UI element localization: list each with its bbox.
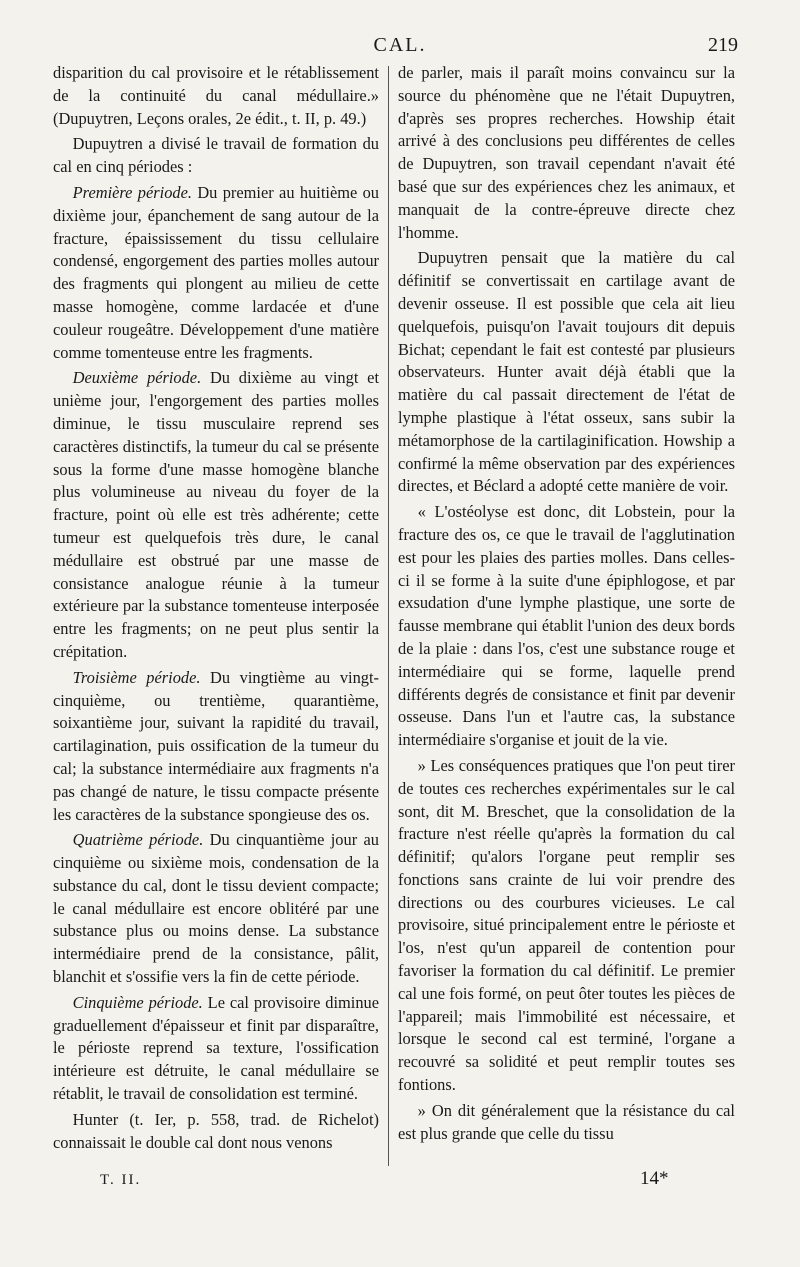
volume-mark: T. II.: [100, 1172, 142, 1188]
period-heading: Première période.: [72, 182, 192, 202]
paragraph: Deuxième période. Du dixième au vingt et unième jour, l'engorgement des parties molles diminue, le tissu musculaire reprend ses caractères distinctifs, la tumeur du cal se présente sous la forme d'une masse homogène blanche plus volumineuse au niveau du foyer de la fracture, point où elle est très adhérente; cette tumeur est quelquefois très dure, le canal médullaire est obstrué par une masse de consistance analogue réunie à la tumeur extérieure par la substance tomenteuse interposée entre les fragments; on ne peut plus sentir la crépitation.: [53, 368, 379, 661]
paragraph: disparition du cal provisoire et le rétablissement de la continuité du canal médullaire.» (Dupuytren, Leçons orales, 2e édit., t. II, p. 49.): [53, 63, 379, 128]
right-column: [398, 62, 735, 1148]
paragraph: « L'ostéolyse est donc, dit Lobstein, pour la fracture des os, ce que le travail de l'agglutination est pour les plaies des parties molles. Dans celles-ci il se forme à la suite d'une épiphlogose, et par exsudation d'une lymphe plastique, une sorte de fausse membrane qui établit l'union des deux bords de la plaie : dans l'os, c'est une substance rouge et intermédiaire qui se forme, laquelle prend différents degrés de consistance et finit par devenir osseuse. Dans l'un et l'autre cas, la substance intermédiaire s'organise et jouit de la vie.: [398, 502, 735, 750]
paragraph: Dupuytren pensait que la matière du cal définitif se convertissait en cartilage avant de devenir osseuse. Il est possible que cela ait lieu quelquefois, puisqu'on l'avait toujours dit depuis Bichat; cependant le fait est contesté par plusieurs observateurs. Hunter avait déjà établi que la matière du cal passait directement de l'état de lymphe plastique à l'état osseux, sans subir la métamorphose de la cartilaginification. Howship a confirmé la même observation par des expériences directes, et Béclard a adopté cette manière de voir.: [398, 248, 735, 496]
paragraph: de parler, mais il paraît moins convaincu sur la source du phénomène que ne l'était Dupuytren, d'après ses propres recherches. Howship était arrivé à des conclusions peu différentes de celles de Dupuytren, son travail cependant n'avait été basé que sur des expériences chez les animaux, et manquait de la contre-épreuve directe chez l'homme.: [398, 63, 735, 242]
paragraph: Première période. Du premier au huitième ou dixième jour, épanchement de sang autour de la fracture, épaississement du tissu cellulaire condensé, engorgement des parties molles autour des fragments qui plongent au milieu de cette masse homogène, comme lardacée et d'une couleur rougeâtre. Développement d'une matière comme tomenteuse entre les fragments.: [53, 182, 379, 362]
period-heading: Quatrième période.: [72, 830, 204, 850]
left-column: [53, 62, 379, 1157]
paragraph: Cinquième période. Le cal provisoire diminue graduellement d'épaisseur et finit par disparaître, le périoste reprend sa texture, l'ossification intérieure est détruite, le canal médullaire se rétablit, le travail de consolidation est terminé.: [53, 992, 379, 1104]
column-rule: [388, 66, 389, 1166]
period-heading: Deuxième période.: [72, 368, 202, 388]
signature-mark: 14*: [640, 1168, 669, 1189]
period-heading: Cinquième période.: [72, 992, 203, 1012]
paragraph: Dupuytren a divisé le travail de formation du cal en cinq périodes :: [53, 134, 379, 177]
period-heading: Troisième période.: [72, 667, 201, 687]
paragraph: » On dit généralement que la résistance du cal est plus grande que celle du tissu: [398, 1100, 735, 1143]
running-head: CAL.: [373, 34, 427, 56]
paragraph: » Les conséquences pratiques que l'on peut tirer de toutes ces recherches expérimentales sur le cal sont, dit M. Breschet, que la consolidation de la fracture n'est réelle qu'après la formation du cal définitif; qu'alors l'organe peut remplir ses fonctions sans crainte de lui voir prendre des directions ou des courbures vicieuses. Le cal provisoire, situé principalement entre le périoste et l'os, n'est qu'un appareil de contention pour favoriser la formation du cal définitif. Le premier cal une fois formé, on peut ôter toutes les pièces de l'appareil; mais l'immobilité est nécessaire, et lorsque le second cal est terminé, l'organe a recouvré sa solidité et peut remplir toutes ses fontions.: [398, 755, 735, 1095]
paragraph: Hunter (t. Ier, p. 558, trad. de Richelot) connaissait le double cal dont nous venons: [53, 1109, 379, 1152]
page-number: 219: [708, 34, 738, 56]
paragraph: Quatrième période. Du cinquantième jour au cinquième ou sixième mois, condensation de la substance du cal, dont le tissu devient compacte; le canal médullaire est encore oblitéré par une substance plus ou moins dense. La substance intermédiaire prend de la consistance, pâlit, blanchit et s'ossifie vers la fin de cette période.: [53, 830, 379, 987]
paragraph: Troisième période. Du vingtième au vingt-cinquième, ou trentième, quarantième, soixantième jour, suivant la rapidité du travail, cartilagination, puis ossification de la tumeur du cal; la substance intermédiaire aux fragments n'a pas changé de nature, le tissu compacte présente les caractères de la substance spongieuse des os.: [53, 667, 379, 824]
